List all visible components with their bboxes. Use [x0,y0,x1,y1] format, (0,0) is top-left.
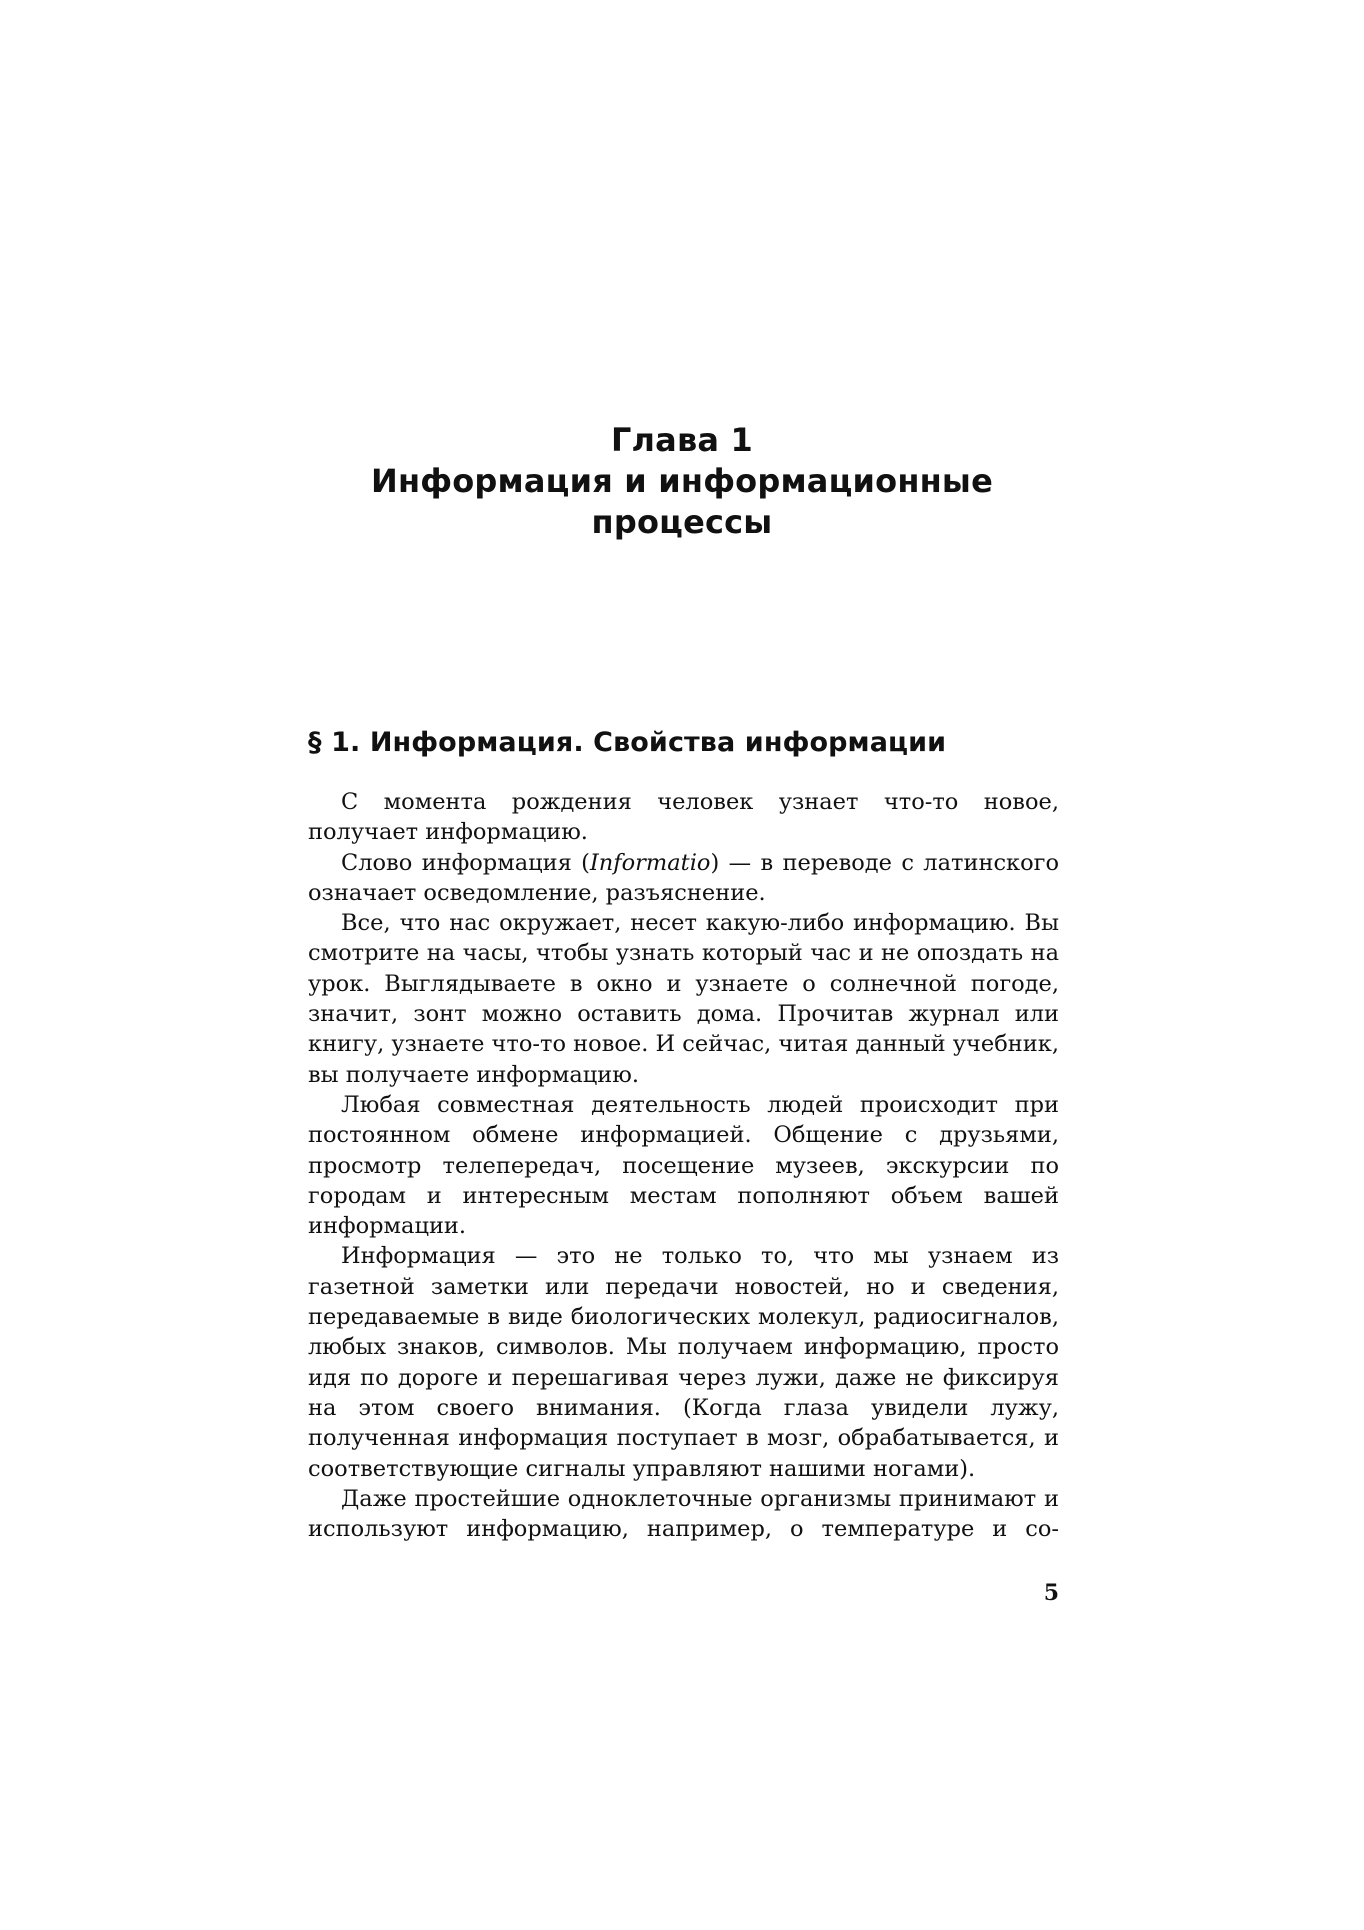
paragraph: С момента рождения человек узнает что-то новое, получает информацию. [308,789,1059,846]
chapter-number: Глава 1 [610,421,754,459]
latin-term: Informatio [589,849,711,876]
chapter-title-line-1: Информация и информационные [371,462,993,500]
body-text [308,787,1059,1544]
paragraph: Даже простейшие одноклеточные организмы принимают и используют информацию, например, о температуре и со- [308,1485,1059,1543]
page-number: 5 [1043,1580,1059,1606]
paragraph-text: Слово информация ( [341,849,590,876]
chapter-heading [0,420,1364,543]
paragraph-text: ) — в переводе с латинского означает осведомление, разъяснение. [308,849,1059,906]
paragraph: Информация — это не только то, что мы узнаем из газетной заметки или передачи новостей, но и сведения, передаваемые в виде биологических молекул, радиосигналов, любых знаков, символов. Мы получаем информацию, просто идя по дороге и перешагивая через лужи, даже не фиксируя на этом своего внимания. (Когда глаза увидели лужу, полученная информация поступает в мозг, обрабатывается, и соответствующие сигналы управляют нашими ногами). [308,1243,1059,1482]
paragraph: Любая совместная деятельность людей происходит при постоянном обмене информацией. Общение с друзьями, просмотр телепередач, посещение музеев, экскурсии по городам и интересным местам пополняют объем вашей информации. [308,1091,1059,1240]
paragraph: Все, что нас окружает, несет какую-либо информацию. Вы смотрите на часы, чтобы узнать который час и не опоздать на урок. Выглядываете в окно и узнаете о солнечной погоде, значит, зонт можно оставить дома. Прочитав журнал или книгу, узнаете что-то новое. И сейчас, читая данный учебник, вы получаете информацию. [308,910,1059,1088]
chapter-title-line-2: процессы [591,503,773,541]
section-title: § 1. Информация. Свойства информации [308,727,947,758]
paragraph [308,848,1059,909]
